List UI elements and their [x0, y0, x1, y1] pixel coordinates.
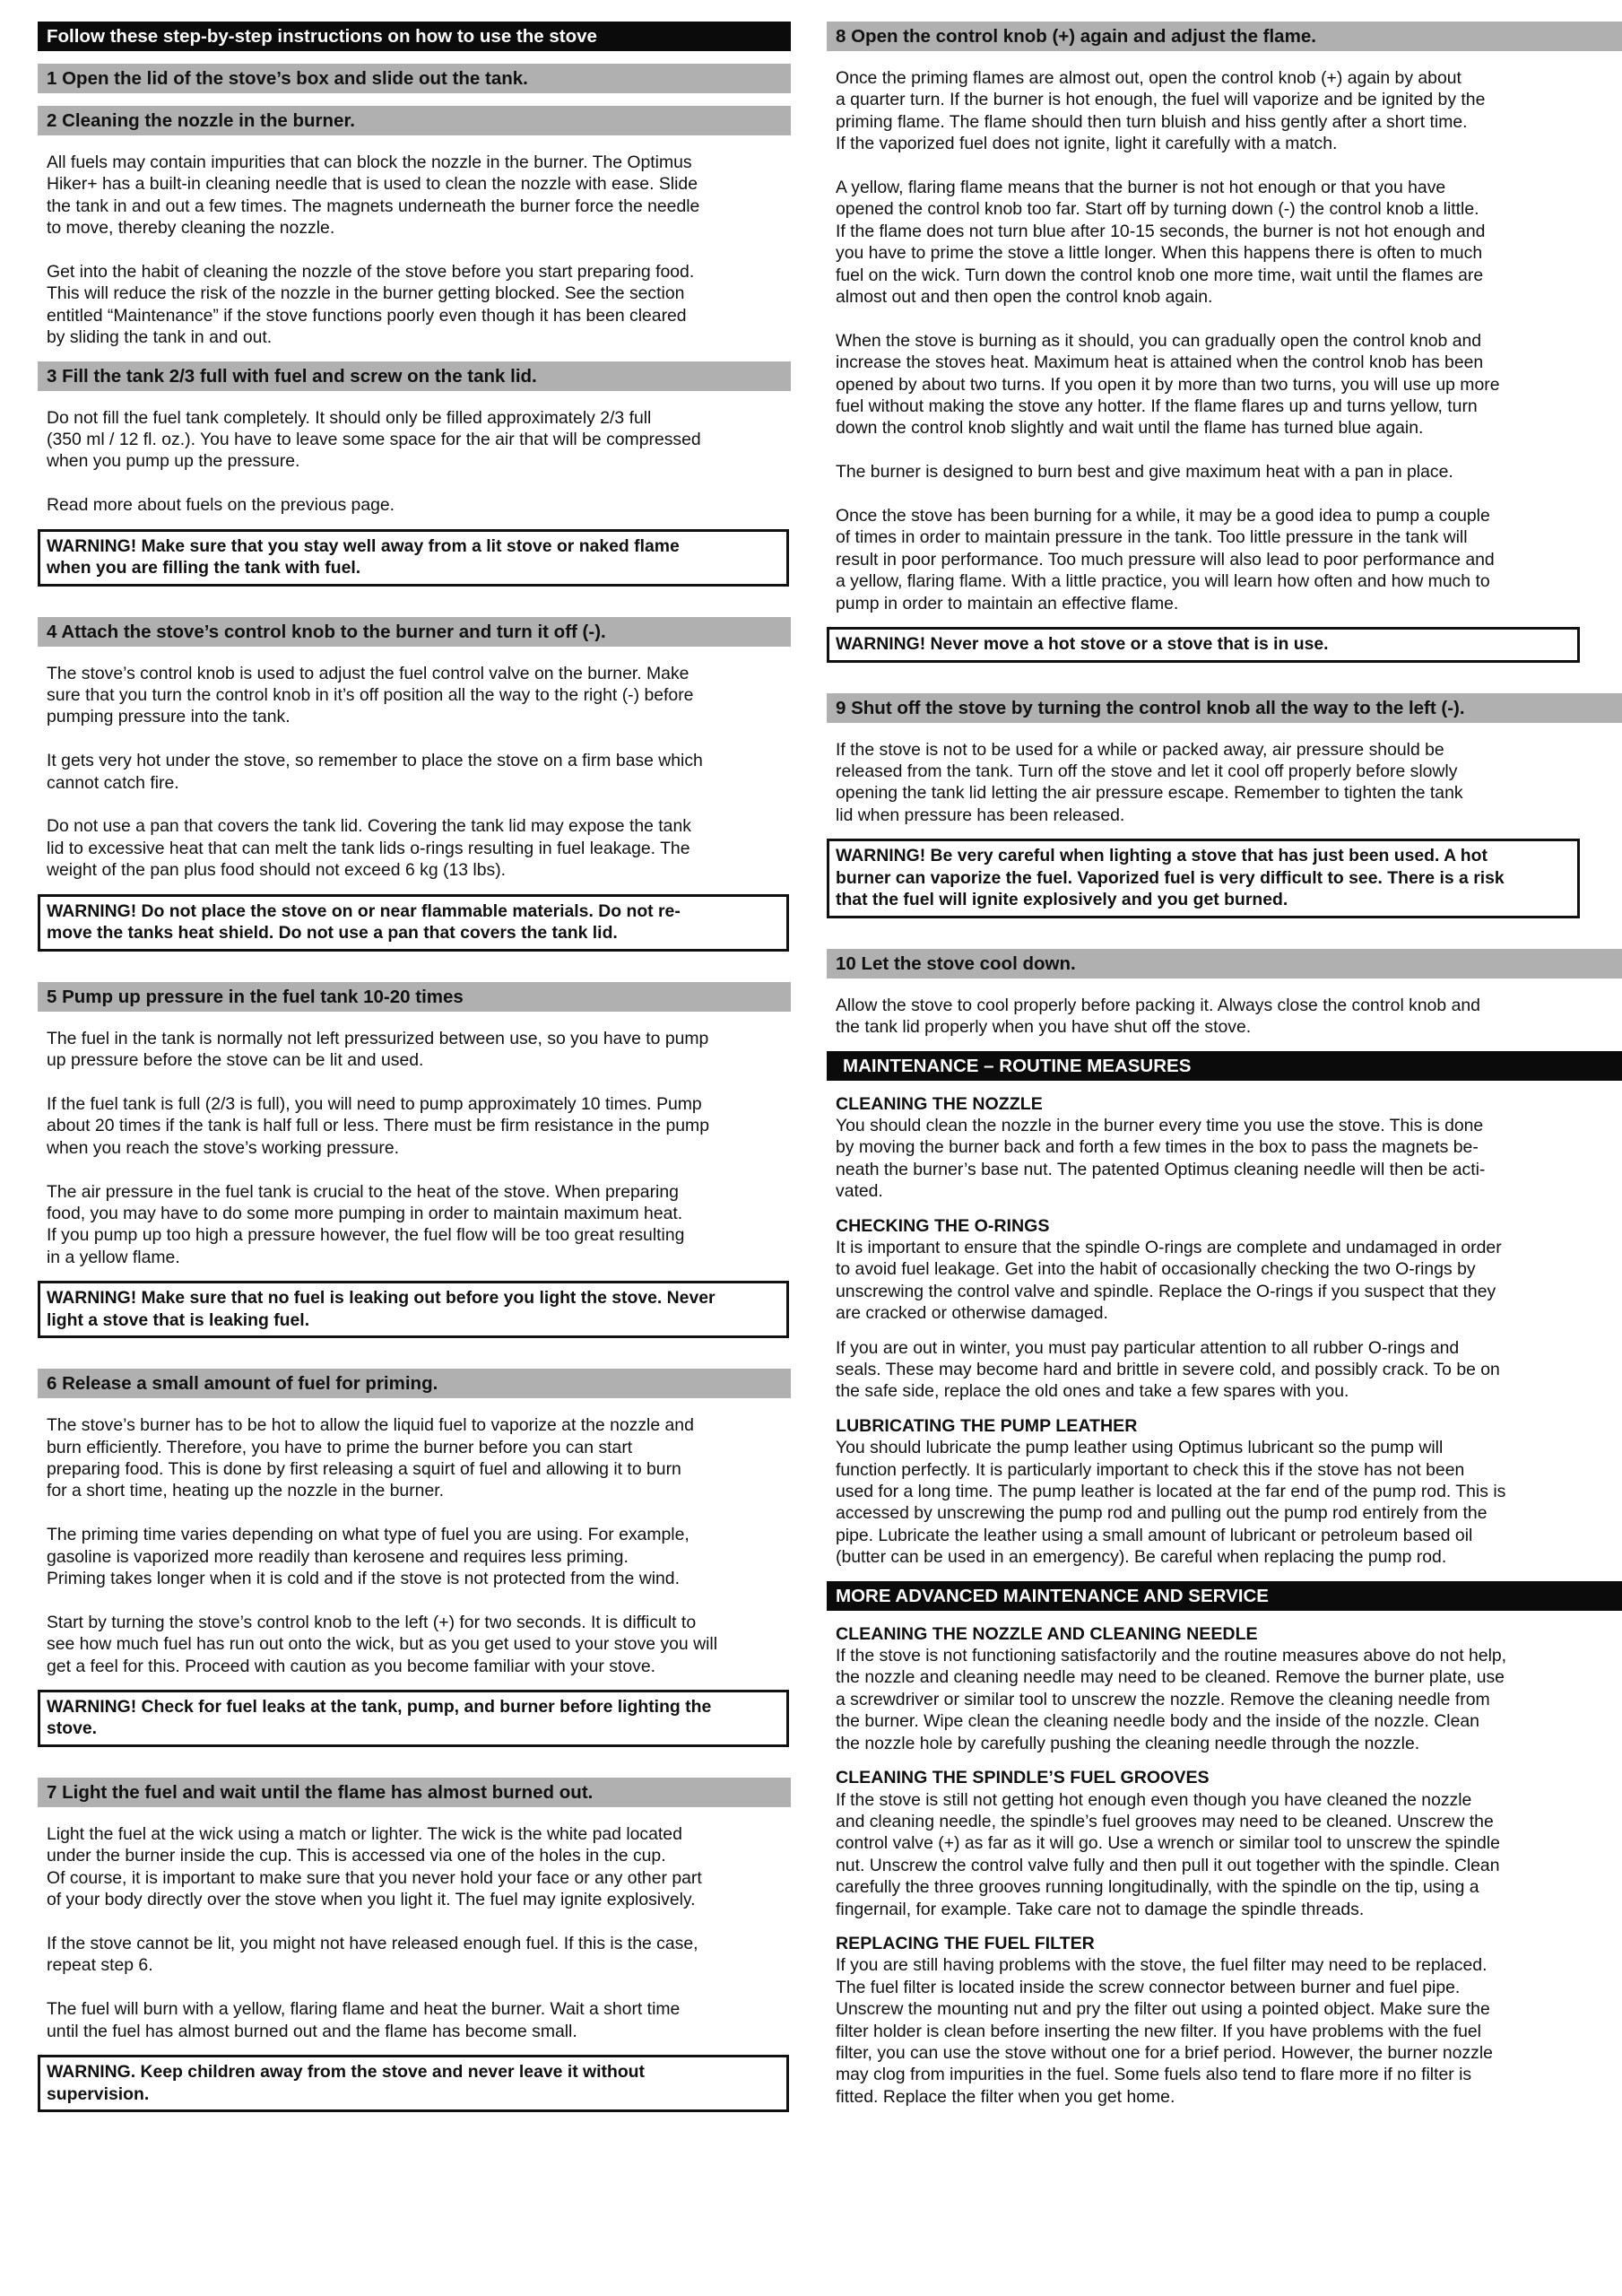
text-line: If the stove is not to be used for a while or packed away, air pressure should be: [836, 739, 1444, 760]
right-column: [827, 22, 1622, 2108]
text-line: opening the tank lid letting the air pressure escape. Remember to tighten the tank: [836, 783, 1463, 804]
cleaning-needle-text: [827, 1645, 1622, 1754]
text-line: function perfectly. It is particularly important to check this if the stove has not been: [836, 1459, 1465, 1480]
text-line: about 20 times if the tank is half full or less. There must be firm resistance in the pump: [47, 1116, 709, 1136]
step-4-para-2: [38, 750, 791, 794]
step-3-warning: [38, 529, 789, 587]
step-6-warning: [38, 1690, 789, 1747]
text-line: (butter can be used in an emergency). Be careful when replacing the pump rod.: [836, 1547, 1447, 1568]
step-2-title: 2 Cleaning the nozzle in the burner.: [38, 106, 791, 135]
text-line: carefully the three grooves running longitudinally, with the spindle on the tip, using a: [836, 1877, 1479, 1898]
text-line: supervision.: [47, 2083, 150, 2104]
text-line: stove.: [47, 1718, 98, 1739]
text-line: WARNING. Keep children away from the stove and never leave it without: [47, 2062, 645, 2082]
text-line: fuel on the wick. Turn down the control knob one more time, wait until the flames are: [836, 265, 1484, 285]
text-line: under the burner inside the cup. This is accessed via one of the holes in the cup.: [47, 1846, 666, 1866]
step-4-para-1: [38, 663, 791, 728]
step-3-title: 3 Fill the tank 2/3 full with fuel and screw on the tank lid.: [38, 361, 791, 391]
text-line: when you reach the stove’s working pressure.: [47, 1137, 400, 1158]
text-line: food, you may have to do some more pumping in order to maintain maximum heat.: [47, 1203, 683, 1223]
step-8-warning: [827, 627, 1580, 663]
text-line: If the stove is still not getting hot enough even though you have cleaned the nozzle: [836, 1789, 1472, 1810]
cleaning-nozzle-text: [827, 1115, 1622, 1203]
text-line: WARNING! Check for fuel leaks at the tank, pump, and burner before lighting the: [47, 1696, 712, 1717]
text-line: Unscrew the mounting nut and pry the filter out using a pointed object. Make sure the: [836, 1999, 1490, 2020]
text-line: Do not fill the fuel tank completely. It should only be filled approximately 2/3 full: [47, 407, 652, 428]
text-line: when you are filling the tank with fuel.: [47, 558, 361, 578]
step-6-para-2: [38, 1524, 791, 1589]
step-8-para-1: [827, 67, 1622, 155]
text-line: vated.: [836, 1181, 883, 1202]
text-line: almost out and then open the control knob again.: [836, 287, 1213, 308]
text-line: that the fuel will ignite explosively and you get burned.: [836, 890, 1288, 910]
text-line: The burner is designed to burn best and give maximum heat with a pan in place.: [836, 462, 1453, 483]
text-line: If the stove cannot be lit, you might not have released enough fuel. If this is the case,: [47, 1933, 698, 1953]
step-8-para-5: [827, 505, 1622, 614]
text-line: pump in order to maintain an effective flame.: [836, 593, 1179, 613]
text-line: burner can vaporize the fuel. Vaporized fuel is very difficult to see. There is a risk: [836, 867, 1505, 888]
pump-leather-heading: LUBRICATING THE PUMP LEATHER: [836, 1415, 1138, 1436]
step-6-para-1: [38, 1414, 791, 1502]
text-line: Get into the habit of cleaning the nozzle of the stove before you start preparing food.: [47, 262, 695, 283]
step-4-warning: [38, 894, 789, 952]
text-line: If you pump up too high a pressure however, the fuel flow will be too great resulting: [47, 1225, 685, 1246]
text-line: If you are still having problems with the stove, the fuel filter may need to be replaced.: [836, 1955, 1488, 1976]
text-line: The priming time varies depending on what type of fuel you are using. For example,: [47, 1525, 690, 1545]
text-line: by moving the burner back and forth a few times in the box to pass the magnets be-: [836, 1137, 1479, 1158]
text-line: Once the stove has been burning for a while, it may be a good idea to pump a couple: [836, 506, 1490, 526]
text-line: It gets very hot under the stove, so remember to place the stove on a firm base which: [47, 751, 703, 771]
text-line: opened the control knob too far. Start off by turning down (-) the control knob a little.: [836, 199, 1479, 220]
text-line: fingernail, for example. Take care not to damage the spindle threads.: [836, 1899, 1365, 1919]
step-9-title: 9 Shut off the stove by turning the control knob all the way to the left (-).: [827, 693, 1622, 723]
text-line: The fuel will burn with a yellow, flaring flame and heat the burner. Wait a short time: [47, 1999, 681, 2020]
step-5-para-1: [38, 1028, 791, 1072]
step-7-para-3: [38, 1998, 791, 2042]
step-9-warning: [827, 839, 1580, 918]
advanced-maintenance-header: MORE ADVANCED MAINTENANCE AND SERVICE: [827, 1581, 1622, 1611]
text-line: This will reduce the risk of the nozzle in the burner getting blocked. See the section: [47, 283, 685, 304]
text-line: fitted. Replace the filter when you get home.: [836, 2086, 1175, 2107]
text-line: the nozzle hole by carefully pushing the cleaning needle through the nozzle.: [836, 1733, 1420, 1753]
text-line: cannot catch fire.: [47, 772, 179, 793]
text-line: lid to excessive heat that can melt the tank lids o-rings resulting in fuel leakage. The: [47, 838, 690, 858]
step-6-title: 6 Release a small amount of fuel for priming.: [38, 1369, 791, 1398]
text-line: to move, thereby cleaning the nozzle.: [47, 218, 335, 239]
step-5-warning: [38, 1281, 789, 1338]
text-line: Light the fuel at the wick using a match or lighter. The wick is the white pad located: [47, 1823, 682, 1844]
text-line: When the stove is burning as it should, you can gradually open the control knob and: [836, 330, 1482, 351]
text-line: result in poor performance. Too much pressure will also lead to poor performance and: [836, 549, 1495, 570]
text-line: repeat step 6.: [47, 1955, 153, 1976]
text-line: The stove’s control knob is used to adjust the fuel control valve on the burner. Make: [47, 663, 690, 683]
step-8-para-4: [827, 461, 1622, 483]
text-line: get a feel for this. Proceed with caution as you become familiar with your stove.: [47, 1656, 656, 1676]
step-8-title: 8 Open the control knob (+) again and adjust the flame.: [827, 22, 1622, 51]
text-line: sure that you turn the control knob in it’s off position all the way to the right (-) before: [47, 685, 694, 706]
maintenance-header: MAINTENANCE – ROUTINE MEASURES: [827, 1051, 1622, 1081]
text-line: gasoline is vaporized more readily than kerosene and requires less priming.: [47, 1546, 629, 1567]
text-line: lid when pressure has been released.: [836, 804, 1125, 825]
text-line: a quarter turn. If the burner is hot enough, the fuel will vaporize and be ignited by the: [836, 90, 1486, 110]
text-line: the tank lid properly when you have shut off the stove.: [836, 1017, 1252, 1038]
text-line: WARNING! Be very careful when lighting a stove that has just been used. A hot: [836, 846, 1488, 866]
step-7-title: 7 Light the fuel and wait until the flame has almost burned out.: [38, 1778, 791, 1807]
text-line: filter holder is clean before inserting the new filter. If you have problems with the fuel: [836, 2021, 1481, 2041]
text-line: used for a long time. The pump leather is located at the far end of the pump rod. This is: [836, 1482, 1506, 1502]
text-line: fuel without making the stove any hotter. If the flame flares up and turns yellow, turn: [836, 396, 1478, 417]
step-2-para-2: [38, 261, 791, 349]
text-line: pumping pressure into the tank.: [47, 707, 291, 727]
text-line: WARNING! Make sure that you stay well away from a lit stove or naked flame: [47, 535, 680, 556]
text-line: the burner. Wipe clean the cleaning needle body and the inside of the nozzle. Clean: [836, 1711, 1479, 1732]
text-line: Start by turning the stove’s control knob to the left (+) for two seconds. It is difficult to: [47, 1612, 697, 1632]
step-3-para-1: [38, 407, 791, 473]
step-10-title: 10 Let the stove cool down.: [827, 949, 1622, 978]
step-5-para-3: [38, 1181, 791, 1269]
cleaning-needle-heading: CLEANING THE NOZZLE AND CLEANING NEEDLE: [836, 1623, 1258, 1644]
text-line: If the fuel tank is full (2/3 is full), you will need to pump approximately 10 times. Pump: [47, 1093, 702, 1114]
text-line: of your body directly over the stove when you light it. The fuel may ignite explosively.: [47, 1890, 696, 1910]
text-line: burn efficiently. Therefore, you have to prime the burner before you can start: [47, 1437, 633, 1457]
text-line: WARNING! Do not place the stove on or near flammable materials. Do not re-: [47, 900, 681, 921]
text-line: Hiker+ has a built-in cleaning needle that is used to clean the nozzle with ease. Slide: [47, 174, 698, 195]
text-line: Of course, it is important to make sure that you never hold your face or any other part: [47, 1867, 702, 1888]
text-line: If the vaporized fuel does not ignite, light it carefully with a match.: [836, 134, 1338, 154]
text-line: see how much fuel has run out onto the wick, but as you get used to your stove you will: [47, 1634, 718, 1655]
text-line: until the fuel has almost burned out and the flame has become small.: [47, 2021, 577, 2041]
step-8-para-2: [827, 177, 1622, 308]
text-line: down the control knob slightly and wait until the flame has turned blue again.: [836, 418, 1424, 439]
text-line: Once the priming flames are almost out, open the control knob (+) again by about: [836, 68, 1462, 88]
text-line: up pressure before the stove can be lit and used.: [47, 1050, 424, 1071]
pump-leather-text: [827, 1437, 1622, 1568]
text-line: (350 ml / 12 fl. oz.). You have to leave some space for the air that will be compressed: [47, 430, 701, 450]
text-line: Priming takes longer when it is cold and if the stove is not protected from the wind.: [47, 1568, 680, 1588]
text-line: If the stove is not functioning satisfactorily and the routine measures above do not help,: [836, 1646, 1507, 1666]
step-4-para-3: [38, 815, 791, 881]
text-line: when you pump up the pressure.: [47, 451, 300, 472]
text-line: The air pressure in the fuel tank is crucial to the heat of the stove. When preparing: [47, 1181, 679, 1202]
text-line: of times in order to maintain pressure in the tank. Too little pressure in the tank will: [836, 527, 1468, 548]
text-line: unscrewing the control valve and spindle. Replace the O-rings if you suspect that they: [836, 1281, 1496, 1301]
text-line: The fuel filter is located inside the screw connector between burner and fuel pipe.: [836, 1977, 1461, 1997]
text-line: increase the stoves heat. Maximum heat is attained when the control knob has been: [836, 352, 1484, 373]
text-line: You should clean the nozzle in the burner every time you use the stove. This is done: [836, 1115, 1484, 1135]
step-9-para-1: [827, 739, 1622, 827]
text-line: the nozzle and cleaning needle may need to be cleaned. Remove the burner plate, use: [836, 1667, 1505, 1688]
text-line: light a stove that is leaking fuel.: [47, 1309, 310, 1330]
text-line: may clog from impurities in the fuel. Some fuels also tend to flare more if no filter is: [836, 2065, 1472, 2085]
text-line: by sliding the tank in and out.: [47, 327, 273, 348]
step-6-para-3: [38, 1612, 791, 1677]
text-line: WARNING! Make sure that no fuel is leaking out before you light the stove. Never: [47, 1288, 716, 1309]
text-line: to avoid fuel leakage. Get into the habit of occasionally checking the two O-rings by: [836, 1259, 1476, 1280]
step-5-title: 5 Pump up pressure in the fuel tank 10-20 times: [38, 982, 791, 1012]
text-line: the tank in and out a few times. The magnets underneath the burner force the needle: [47, 196, 700, 216]
text-line: Allow the stove to cool properly before packing it. Always close the control knob and: [836, 995, 1480, 1015]
text-line: A yellow, flaring flame means that the burner is not hot enough or that you have: [836, 178, 1446, 198]
text-line: the safe side, replace the old ones and take a few spares with you.: [836, 1381, 1349, 1402]
text-line: The stove’s burner has to be hot to allow the liquid fuel to vaporize at the nozzle and: [47, 1415, 694, 1436]
step-1-title: 1 Open the lid of the stove’s box and slide out the tank.: [38, 64, 791, 93]
text-line: nut. Unscrew the control valve fully and then pull it out together with the spindle. Clean: [836, 1855, 1500, 1875]
text-line: If you are out in winter, you must pay particular attention to all rubber O-rings and: [836, 1337, 1460, 1358]
text-line: You should lubricate the pump leather using Optimus lubricant so the pump will: [836, 1438, 1444, 1458]
text-line: for a short time, heating up the nozzle in the burner.: [47, 1481, 445, 1501]
step-10-para-1: [827, 995, 1622, 1039]
text-line: neath the burner’s base nut. The patented Optimus cleaning needle will then be acti-: [836, 1159, 1486, 1179]
text-line: weight of the pan plus food should not exceed 6 kg (13 lbs).: [47, 860, 507, 881]
text-line: Do not use a pan that covers the tank lid. Covering the tank lid may expose the tank: [47, 816, 691, 837]
text-line: a yellow, flaring flame. With a little practice, you will learn how often and how much to: [836, 571, 1490, 592]
text-line: move the tanks heat shield. Do not use a pan that covers the tank lid.: [47, 923, 618, 944]
text-line: are cracked or otherwise damaged.: [836, 1303, 1108, 1324]
text-line: It is important to ensure that the spindle O-rings are complete and undamaged in order: [836, 1237, 1502, 1257]
text-line: WARNING! Never move a hot stove or a stove that is in use.: [836, 634, 1329, 655]
text-line: and cleaning needle, the spindle’s fuel grooves may need to be cleaned. Unscrew the: [836, 1811, 1494, 1831]
text-line: seals. These may become hard and brittle in severe cold, and possibly crack. To be on: [836, 1360, 1500, 1379]
text-line: Read more about fuels on the previous page.: [47, 495, 395, 516]
fuel-filter-heading: REPLACING THE FUEL FILTER: [836, 1933, 1095, 1953]
step-8-para-3: [827, 330, 1622, 439]
step-7-para-1: [38, 1823, 791, 1911]
step-4-title: 4 Attach the stove’s control knob to the burner and turn it off (-).: [38, 617, 791, 647]
step-5-para-2: [38, 1093, 791, 1159]
checking-orings-text: [827, 1237, 1622, 1325]
text-line: entitled “Maintenance” if the stove functions poorly even though it has been cleared: [47, 305, 687, 326]
text-line: filter, you can use the stove without one for a brief period. However, the burner nozzle: [836, 2042, 1493, 2063]
left-column: [38, 22, 791, 2112]
cleaning-nozzle-heading: CLEANING THE NOZZLE: [836, 1093, 1043, 1114]
spindle-grooves-heading: CLEANING THE SPINDLE’S FUEL GROOVES: [836, 1768, 1210, 1788]
checking-orings-text-2: [827, 1337, 1622, 1403]
text-line: control valve (+) as far as it will go. Use a wrench or similar tool to unscrew the spindle: [836, 1833, 1500, 1854]
text-line: you have to prime the stove a little longer. When this happens there is often to much: [836, 243, 1483, 264]
text-line: The fuel in the tank is normally not left pressurized between use, so you have to pump: [47, 1028, 709, 1048]
text-line: in a yellow flame.: [47, 1247, 180, 1267]
checking-orings-heading: CHECKING THE O-RINGS: [836, 1215, 1050, 1236]
text-line: a screwdriver or similar tool to unscrew the nozzle. Remove the cleaning needle from: [836, 1689, 1490, 1709]
text-line: accessed by unscrewing the pump rod and pulling out the pump rod entirely from the: [836, 1503, 1488, 1524]
step-7-warning: [38, 2055, 789, 2112]
text-line: opened by about two turns. If you open it by more than two turns, you will use up more: [836, 374, 1500, 395]
step-3-para-2: [38, 494, 791, 516]
step-2-para-1: [38, 152, 791, 239]
text-line: All fuels may contain impurities that can block the nozzle in the burner. The Optimus: [47, 152, 692, 172]
fuel-filter-text: [827, 1954, 1622, 2108]
step-7-para-2: [38, 1933, 791, 1977]
page-header: Follow these step-by-step instructions on how to use the stove: [38, 22, 791, 51]
text-line: pipe. Lubricate the leather using a small amount of lubricant or petroleum based oil: [836, 1525, 1473, 1545]
text-line: priming flame. The flame should then turn bluish and hiss gently after a short time.: [836, 111, 1468, 132]
text-line: If the flame does not turn blue after 10-15 seconds, the burner is not hot enough and: [836, 221, 1486, 241]
text-line: released from the tank. Turn off the stove and let it cool off properly before slowly: [836, 761, 1458, 781]
text-line: preparing food. This is done by first releasing a squirt of fuel and allowing it to burn: [47, 1458, 681, 1479]
spindle-grooves-text: [827, 1789, 1622, 1920]
